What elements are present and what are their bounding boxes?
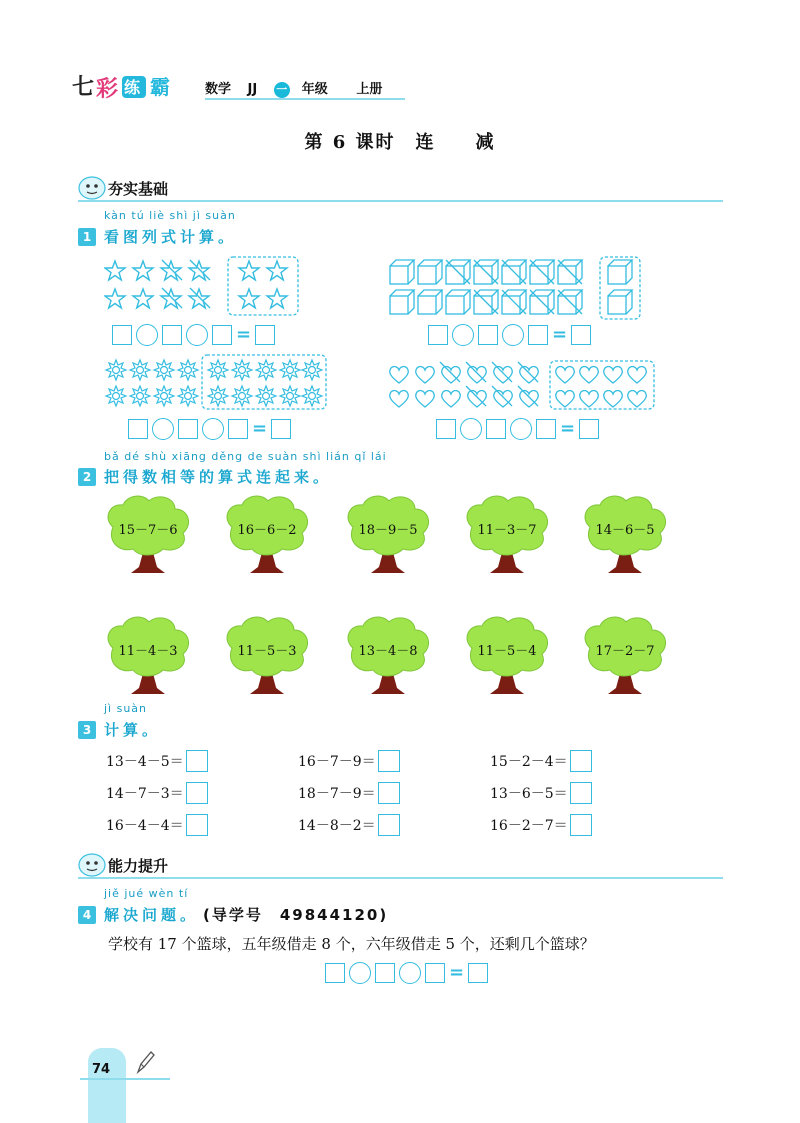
page-tab [88, 1048, 126, 1123]
lesson-title: 第 6 课时 连 减 [304, 132, 496, 153]
tree-top-5[interactable] [580, 493, 670, 575]
q4-text: 解决问题。 [104, 906, 200, 924]
q4-heading [78, 904, 388, 925]
tree-top-1[interactable] [103, 493, 193, 575]
calc-item: 16－2－7＝ [490, 814, 592, 836]
calc-item: 16－7－9＝ [298, 750, 400, 772]
tree-expression: 15－7－6 [118, 523, 178, 538]
tree-expression: 14－6－5 [595, 523, 655, 538]
operator-circle[interactable] [460, 418, 482, 440]
guide-number: (导学号 49844120) [203, 906, 389, 924]
svg-text:七: 七 [72, 74, 95, 100]
mascot-icon [78, 851, 106, 877]
section-header-advanced [78, 855, 723, 879]
tree-top-3[interactable] [343, 493, 433, 575]
tree-expression: 11－5－3 [237, 644, 297, 659]
answer-box[interactable] [186, 750, 208, 772]
tree-top-2[interactable] [222, 493, 312, 575]
answer-box[interactable] [378, 782, 400, 804]
header-divider [205, 98, 405, 100]
tree-expression: 11－4－3 [118, 644, 178, 659]
q3-text: 计算。 [104, 721, 162, 739]
operator-circle[interactable] [452, 324, 474, 346]
tree-expression: 13－4－8 [358, 644, 418, 659]
operator-circle[interactable] [399, 962, 421, 984]
edition: JJ [247, 82, 258, 97]
calc-item: 15－2－4＝ [490, 750, 592, 772]
section-title-basic: 夯实基础 [108, 180, 169, 198]
answer-box[interactable] [378, 750, 400, 772]
q1-equation-b [428, 324, 591, 346]
calc-item: 14－8－2＝ [298, 814, 400, 836]
tree-bottom-3[interactable] [343, 614, 433, 696]
q4-pinyin: jiě jué wèn tí [104, 887, 189, 900]
q3-heading [78, 719, 161, 740]
tree-bottom-1[interactable] [103, 614, 193, 696]
answer-box[interactable] [228, 419, 248, 439]
equals-sign: = [236, 324, 252, 345]
calc-item: 13－6－5＝ [490, 782, 592, 804]
answer-box[interactable] [486, 419, 506, 439]
answer-box[interactable] [436, 419, 456, 439]
operator-circle[interactable] [502, 324, 524, 346]
result-box[interactable] [468, 963, 488, 983]
sun-picture [104, 354, 330, 412]
q1-equation-a [112, 324, 275, 346]
operator-circle[interactable] [136, 324, 158, 346]
answer-box[interactable] [536, 419, 556, 439]
tree-expression: 11－5－4 [477, 644, 537, 659]
svg-text:练: 练 [124, 78, 141, 97]
tree-bottom-2[interactable] [222, 614, 312, 696]
q1-equation-c [128, 418, 291, 440]
q1-heading [78, 226, 237, 247]
tree-expression: 11－3－7 [477, 523, 537, 538]
tree-expression: 17－2－7 [595, 644, 655, 659]
operator-circle[interactable] [349, 962, 371, 984]
operator-circle[interactable] [152, 418, 174, 440]
answer-box[interactable] [112, 325, 132, 345]
operator-circle[interactable] [510, 418, 532, 440]
svg-text:霸: 霸 [150, 75, 170, 99]
tree-expression: 18－9－5 [358, 523, 418, 538]
subject: 数学 [205, 82, 232, 97]
q4-equation [325, 962, 488, 984]
section-header-basic [78, 178, 723, 202]
word-problem: 学校有 17 个篮球，五年级借走 8 个，六年级借走 5 个，还剩几个篮球？ [108, 935, 595, 953]
result-box[interactable] [571, 325, 591, 345]
result-box[interactable] [271, 419, 291, 439]
section-title-advanced: 能力提升 [108, 857, 169, 875]
operator-circle[interactable] [202, 418, 224, 440]
q2-text: 把得数相等的算式连起来。 [104, 468, 333, 486]
answer-box[interactable] [178, 419, 198, 439]
answer-box[interactable] [378, 814, 400, 836]
tree-expression: 16－6－2 [237, 523, 297, 538]
operator-circle[interactable] [186, 324, 208, 346]
answer-box[interactable] [162, 325, 182, 345]
calc-item: 13－4－5＝ [106, 750, 208, 772]
q1-number: 1 [78, 228, 96, 246]
equals-sign: = [449, 962, 465, 983]
volume: 上册 [356, 82, 383, 97]
answer-box[interactable] [528, 325, 548, 345]
q3-number: 3 [78, 721, 96, 739]
equals-sign: = [552, 324, 568, 345]
brand-logo [72, 70, 192, 104]
q2-pinyin: bǎ dé shù xiāng děng de suàn shì lián qǐ lái [104, 450, 387, 463]
answer-box[interactable] [425, 963, 445, 983]
page-number: 74 [92, 1062, 111, 1077]
answer-box[interactable] [478, 325, 498, 345]
result-box[interactable] [579, 419, 599, 439]
calc-item: 14－7－3＝ [106, 782, 208, 804]
q1-text: 看图列式计算。 [104, 228, 238, 246]
q2-heading [78, 466, 332, 487]
q2-number: 2 [78, 468, 96, 486]
answer-box[interactable] [428, 325, 448, 345]
answer-box[interactable] [186, 782, 208, 804]
answer-box[interactable] [212, 325, 232, 345]
heart-picture [388, 360, 658, 412]
answer-box[interactable] [570, 814, 592, 836]
q3-pinyin: jì suàn [104, 702, 148, 715]
tree-bottom-5[interactable] [580, 614, 670, 696]
answer-box[interactable] [570, 750, 592, 772]
answer-box[interactable] [375, 963, 395, 983]
equals-sign: = [252, 418, 268, 439]
pencil-icon [134, 1048, 156, 1076]
calc-item: 16－4－4＝ [106, 814, 208, 836]
equals-sign: = [560, 418, 576, 439]
star-picture [104, 256, 304, 318]
tree-bottom-4[interactable] [462, 614, 552, 696]
answer-box[interactable] [128, 419, 148, 439]
answer-box[interactable] [186, 814, 208, 836]
header-info [205, 78, 394, 98]
calc-item: 18－7－9＝ [298, 782, 400, 804]
result-box[interactable] [255, 325, 275, 345]
svg-text:彩: 彩 [96, 76, 119, 102]
mascot-icon [78, 174, 106, 200]
q4-number: 4 [78, 906, 96, 924]
grade: 一 年级 [274, 82, 340, 97]
footer-divider [80, 1078, 170, 1080]
answer-box[interactable] [325, 963, 345, 983]
q1-equation-d [436, 418, 599, 440]
cube-picture [388, 256, 644, 322]
tree-top-4[interactable] [462, 493, 552, 575]
answer-box[interactable] [570, 782, 592, 804]
q1-pinyin: kàn tú liè shì jì suàn [104, 209, 236, 222]
